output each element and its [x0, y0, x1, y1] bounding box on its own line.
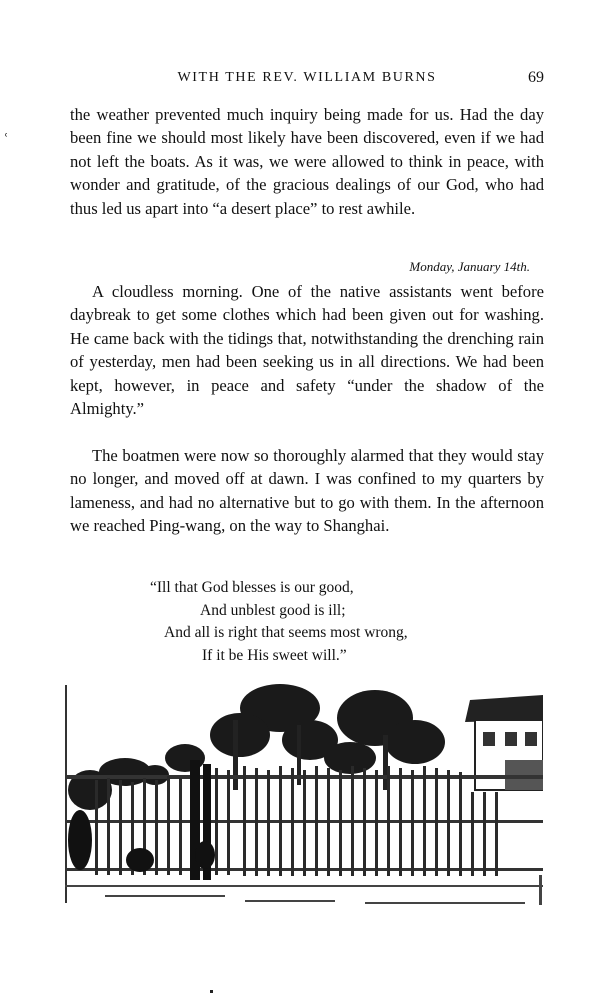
margin-mark: ʿ: [3, 130, 9, 150]
paragraph-1-text: the weather prevented much inquiry being made for us. Had the day been fine we should most likely have been discovered, even if we had not left the boats. As it was, we were allowed to think in peace, with wonder and gratitude, of the gracious dealings of our God, who had thus led us apart into “a desert place” to rest awhile.: [70, 105, 544, 218]
paragraph-3: [70, 444, 544, 538]
print-speck: [210, 990, 213, 993]
poem-line: “Ill that God blesses is our good,: [150, 579, 354, 596]
paragraph-2: [70, 280, 544, 420]
page-number: 69: [528, 69, 544, 86]
paragraph-2-text: A cloudless morning. One of the native assistants went before daybreak to get some clothes which had been given out for washing. He came back with the tidings that, notwithstanding the drenching rain of yesterday, men had been seeking us in all directions. We had been kept, however, in peace and safety “under the shadow of the Almighty.”: [70, 282, 544, 419]
running-header: [70, 70, 544, 90]
poem-line: And unblest good is ill;: [200, 601, 346, 619]
poem-line: And all is right that seems most wrong,: [164, 624, 408, 641]
paragraph-1: [70, 103, 544, 220]
photo-village-fence: [65, 680, 543, 908]
paragraph-3-text: The boatmen were now so thoroughly alarmed that they would stay no longer, and moved off at dawn. I was confined to my quarters by lameness, and had no alternative but to go with them. In the afternoon we reached Ping-wang, on the way to Shanghai.: [70, 446, 544, 536]
dateline: Monday, January 14th.: [409, 259, 530, 274]
poem-line: If it be His sweet will.”: [202, 646, 347, 664]
running-title: WITH THE REV. WILLIAM BURNS: [177, 70, 437, 85]
poem-quote: [150, 577, 408, 667]
